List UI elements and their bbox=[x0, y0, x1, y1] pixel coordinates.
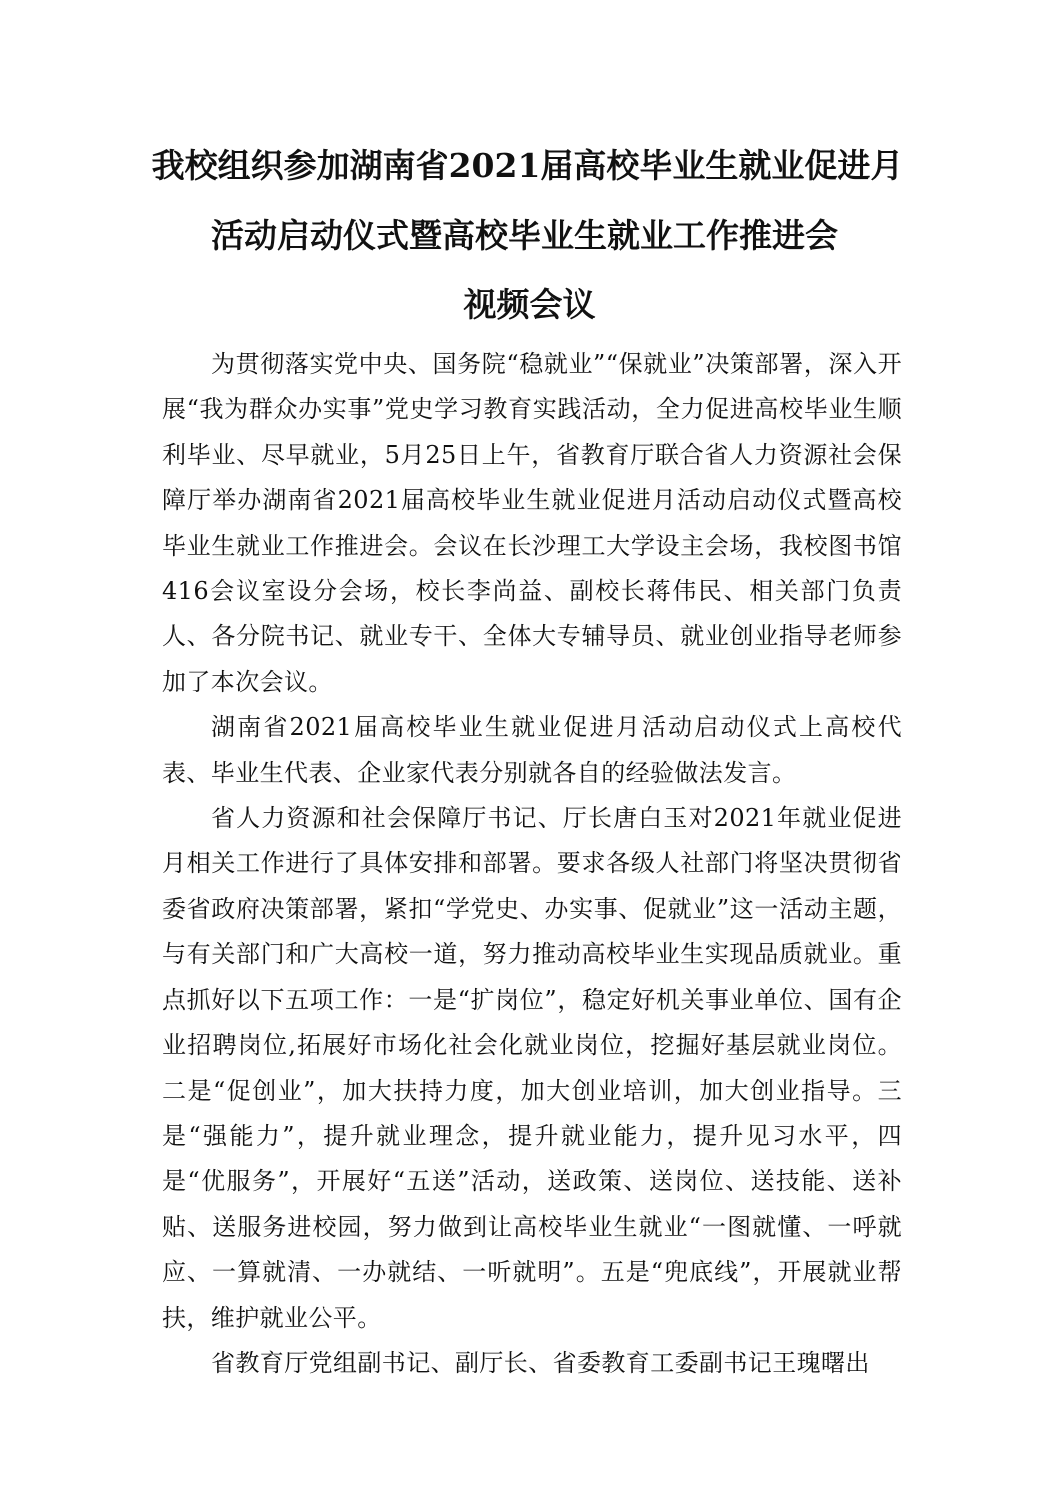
paragraph-4: 省教育厅党组副书记、副厅长、省委教育工委副书记王瑰曙出 bbox=[211, 1348, 870, 1377]
article-body bbox=[162, 342, 902, 1386]
title-line-2: 活动启动仪式暨高校毕业生就业工作推进会 bbox=[211, 216, 838, 255]
paragraph-1: 为贯彻落实党中央、国务院“稳就业”“保就业”决策部署，深入开展“我为群众办实事”党史学习教育实践活动，全力促进高校毕业生顺利毕业、尽早就业，5月25日上午，省教育厅联合省人力资源社会保障厅举办湖南省2021届高校毕业生就业促进月活动启动仪式暨高校毕业生就业工作推进会。会议在长沙理工大学设主会场，我校图书馆416会议室设分会场，校长李尚益、副校长蒋伟民、相关部门负责人、各分院书记、就业专干、全体大专辅导员、就业创业指导老师参加了本次会议。 bbox=[162, 350, 902, 696]
paragraph-2: 湖南省2021届高校毕业生就业促进月活动启动仪式上高校代表、毕业生代表、企业家代表分别就各自的经验做法发言。 bbox=[162, 713, 902, 787]
title-line-3: 视频会议 bbox=[463, 285, 596, 324]
title-line-1: 我校组织参加湖南省2021届高校毕业生就业促进月 bbox=[151, 146, 904, 185]
paragraph-3: 省人力资源和社会保障厅书记、厅长唐白玉对2021年就业促进月相关工作进行了具体安排和部署。要求各级人社部门将坚决贯彻省委省政府决策部署，紧扣“学党史、办实事、促就业”这一活动主题，与有关部门和广大高校一道，努力推动高校毕业生实现品质就业。重点抓好以下五项工作：一是“扩岗位”，稳定好机关事业单位、国有企业招聘岗位,拓展好市场化社会化就业岗位，挖掘好基层就业岗位。二是“促创业”，加大扶持力度，加大创业培训，加大创业指导。三是“强能力”，提升就业理念，提升就业能力，提升见习水平，四是“优服务”，开展好“五送”活动，送政策、送岗位、送技能、送补贴、送服务进校园，努力做到让高校毕业生就业“一图就懂、一呼就应、一算就清、一办就结、一听就明”。五是“兜底线”，开展就业帮扶，维护就业公平。 bbox=[162, 804, 902, 1332]
